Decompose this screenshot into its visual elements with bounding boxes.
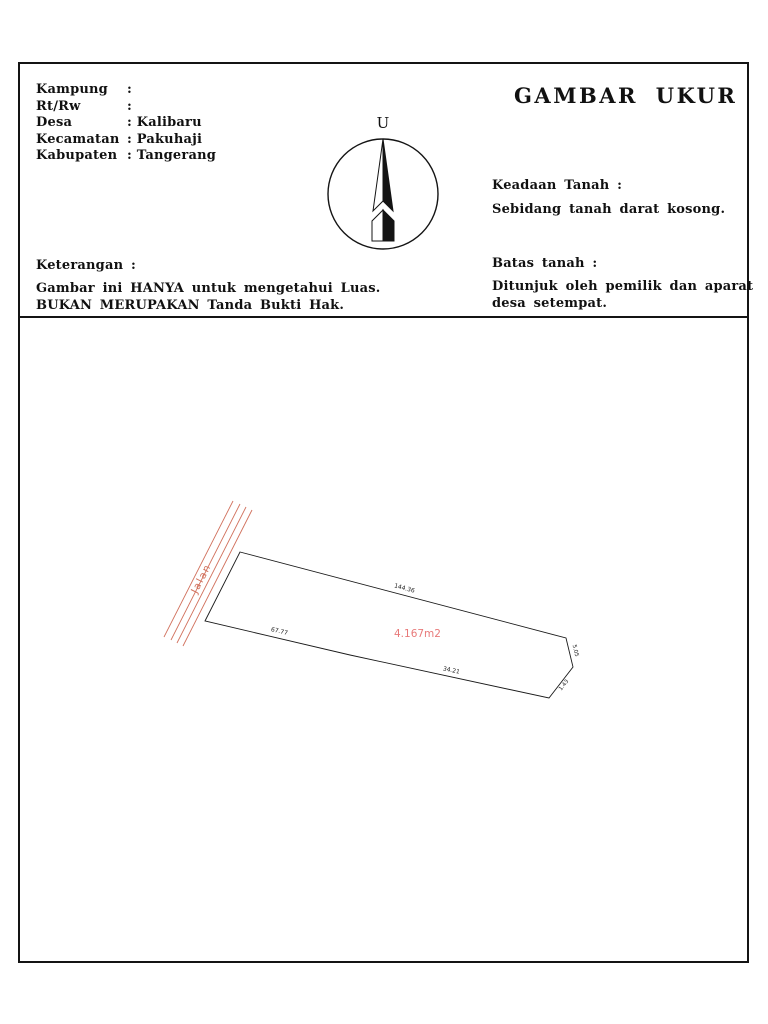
field-kecamatan-label: Kecamatan [36,131,120,147]
keadaan-tanah-label: Keadaan Tanah : [492,178,623,193]
batas-tanah-line2: desa setempat. [492,296,608,311]
parcel-outline [205,552,573,698]
road-line [164,501,233,637]
field-desa-label: Desa [36,115,73,131]
field-rtrw-label: Rt/Rw [36,98,81,114]
compass-north-label: U [376,114,390,132]
field-kampung-label: Kampung [36,82,108,97]
field-kabupaten-value: : Tangerang [127,148,217,164]
keterangan-line2: BUKAN MERUPAKAN Tanda Bukti Hak. [36,298,345,313]
field-desa-value: : Kalibaru [127,115,202,131]
field-rtrw-value: : [127,98,132,114]
road-label: Jalan [189,562,214,596]
keadaan-tanah-value: Sebidang tanah darat kosong. [492,202,726,217]
dimension-top-edge: 144.36 [393,582,416,595]
dimension-bottom-left-edge: 67.77 [270,626,289,637]
batas-tanah-label: Batas tanah : [492,256,598,271]
field-kecamatan-value: : Pakuhaji [127,131,203,147]
road-line [183,510,252,646]
page-title: GAMBAR UKUR [514,83,738,108]
dimension-right-lower-edge: 1.43 [558,678,571,693]
keterangan-label: Keterangan : [36,258,136,273]
dimension-right-upper-edge: 5.05 [570,644,580,658]
dimension-bottom-right-edge: 34.21 [442,665,461,676]
parcel-area-label: 4.167m2 [394,628,441,640]
field-kabupaten-label: Kabupaten [36,148,118,164]
field-kampung-value: : [127,82,132,97]
batas-tanah-line1: Ditunjuk oleh pemilik dan aparat [492,279,754,294]
keterangan-line1: Gambar ini HANYA untuk mengetahui Luas. [36,281,381,296]
